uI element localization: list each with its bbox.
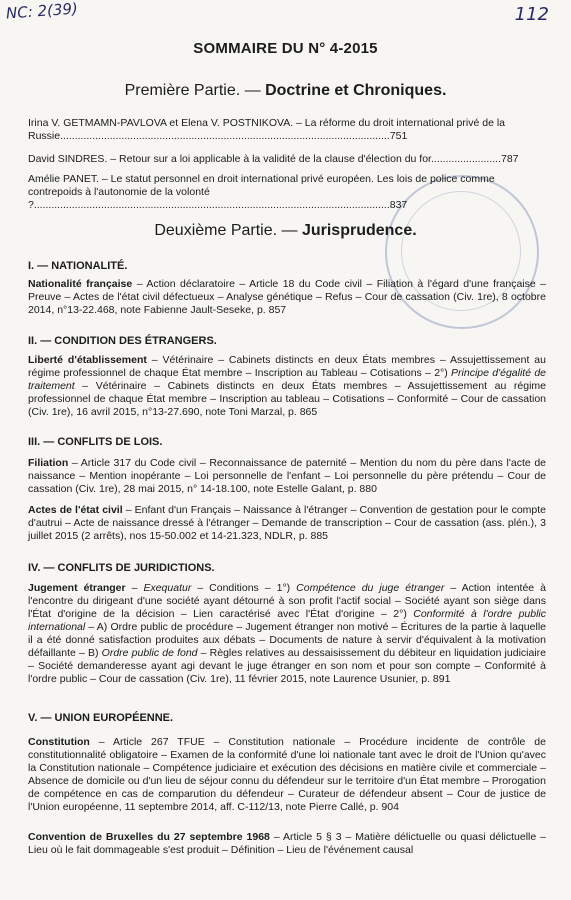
doctrine-page: 837 [389,199,408,211]
entry-italic: Principe d'égalité de traitement [28,367,547,392]
entry-body: – Vétérinaire – Cabinets distincts en deux États membres – Assujettissement au régime professionnel de chaque État membre – Inscription au Tableau – Cotisations – 2°) [28,354,546,379]
entry-italic: Compétence du juge étranger [296,582,445,594]
doctrine-text: Amélie PANET. – Le statut personnel en droit international privé européen. Les lois de police comme contrepoids à l'autonomie de la volonté ? [28,173,495,211]
entry-body: – Article 267 TFUE – Constitution nationale – Procédure incidente de contrôle de constitutionnalité obligatoire – Examen de la conformité d'une loi nationale tant avec le droit de l'Union qu'avec la Constitution nationale – Compétence judiciaire et exécution des décisions en matière civile et commerciale – Absence de domicile ou d'un lieu de séjour connu du défendeur sur le territoire d'un État membre – Prorogation de compétence en cas de comparution du défendeur – Curateur de défendeur absent – Cour de justice de l'Union européenne, 11 septembre 2014, aff. C-112/13, note Pierre Callé, p. 904 [28,736,546,813]
entry-body: – Enfant d'un Français – Naissance à l'étranger – Convention de gestation pour le compte d'autrui – Acte de naissance dressé à l'étranger – Demande de transcription – Cour de cassation (ass. plén.), 3 juillet 2015 (2 arrêts), nos 15-50.002 et 14-21.323, NDLR, p. 885 [28,504,546,542]
handwritten-note-left: NC: 2(39) [5,0,79,23]
section-heading: I. — NATIONALITÉ. [28,260,128,272]
part-one-title: Doctrine et Chroniques. [265,82,447,99]
section-heading: III. — CONFLITS DE LOIS. [28,436,163,448]
entry-body: – Action intentée à l'encontre du dirigeant d'une société ayant détourné à son profit l'actif social – Société ayant son siège dans l'État d'origine de la décision – Lien caractérisé avec l'État d'origine – 2°) [28,582,546,620]
entry-body: – Conditions – 1°) [191,582,297,594]
part-two-heading [0,222,571,240]
part-one-heading [0,82,571,100]
section-heading: II. — CONDITION DES ÉTRANGERS. [28,335,217,347]
handwritten-note-right: 112 [514,4,549,25]
entry-italic: Ordre public de fond [101,647,198,659]
doctrine-page: 787 [501,153,519,165]
entry-lead: Liberté d'établissement [28,354,147,366]
doctrine-item[interactable]: Amélie PANET. – Le statut personnel en droit international privé européen. Les lois de police comme contrepoids à l'autonomie de la volonté ?..........................................................................................................................837 [28,173,495,211]
entry-lead: Constitution [28,736,90,748]
section-heading: IV. — CONFLITS DE JURIDICTIONS. [28,562,215,574]
doctrine-text: David SINDRES. – Retour sur a loi applicable à la validité de la clause d'élection du for [28,153,431,165]
entry-lead: Convention de Bruxelles du 27 septembre 1968 [28,831,270,843]
jurisprudence-entry[interactable]: Jugement étranger – Exequatur – Conditions – 1°) Compétence du juge étranger – Action intentée à l'encontre du dirigeant d'une société ayant détourné à son profit l'actif social – Société ayant son siège dans l'État d'origine de la décision – Lien caractérisé avec l'État d'origine – 2°) Conformité à l'ordre public international – A) Ordre public de procédure – Jugement étranger non motivé – Écritures de la partie à laquelle il a été donné satisfaction produites aux débats – Documents de nature à servir d'équivalent à la motivation défaillante – B) Ordre public de fond – Règles relatives au dessaisissement du débiteur en liquidation judiciaire – Société demanderesse ayant agi devant le juge étranger en son nom et pour son compte – Conformité à l'ordre public – Cour de cassation (Civ. 1re), 11 février 2015, note Laurence Usunier, p. 891 [28,582,546,685]
jurisprudence-entry[interactable] [28,457,546,496]
page-title: SOMMAIRE DU N° 4-2015 [193,40,378,57]
entry-lead: Filiation [28,457,69,469]
entry-body: – Article 317 du Code civil – Reconnaissance de paternité – Mention du nom du père dans l'acte de naissance – Mention inopérante – Loi personnelle de l'enfant – Loi personnelle du père prétendu – Cour de cassation (Civ. 1re), 28 mai 2015, n° 14-18.100, note Estelle Galant, p. 880 [28,457,546,495]
entry-italic: Exequatur [143,582,192,594]
entry-italic: Conformité à l'ordre public international [28,608,546,633]
jurisprudence-entry[interactable] [28,504,546,543]
jurisprudence-entry[interactable] [28,278,546,317]
doctrine-page: 751 [389,130,408,142]
jurisprudence-entry[interactable] [28,736,546,814]
part-two-title: Jurisprudence. [301,222,417,239]
part-two-prefix: Deuxième Partie. — [154,222,302,239]
entry-lead: Actes de l'état civil [28,504,123,516]
jurisprudence-entry[interactable] [28,831,546,857]
entry-body: – Article 5 § 3 – Matière délictuelle ou quasi délictuelle – Lieu où le fait dommageable s'est produit – Définition – Lieu de l'événement causal [28,831,546,856]
doctrine-item[interactable]: David SINDRES. – Retour sur a loi applicable à la validité de la clause d'élection du for........................787 [28,153,519,165]
jurisprudence-entry[interactable] [28,354,546,419]
section-heading: V. — UNION EUROPÉENNE. [28,712,174,724]
entry-lead: Jugement étranger [28,582,126,594]
entry-body: – Vétérinaire – Cabinets distincts en deux États membres – Assujettissement au régime professionnel de chaque État membre – Inscription au tableau – Cotisations – Conformité – Cour de cassation (Civ. 1re), 16 avril 2015, n°13-27.690, note Toni Marzal, p. 865 [28,380,546,418]
entry-body: – Action déclaratoire – Article 18 du Code civil – Filiation à l'égard d'une française – Preuve – Actes de l'état civil défectueux – Analyse génétique – Refus – Cour de cassation (Civ. 1re), 8 octobre 2014, n°13-22.468, note Fabienne Jault-Seseke, p. 857 [28,278,547,316]
doctrine-item[interactable]: Irina V. GETMAMN-PAVLOVA et Elena V. POSTNIKOVA. – La réforme du droit international privé de la Russie.................................................................................................................751 [28,117,505,142]
doctrine-text: Irina V. GETMAMN-PAVLOVA et Elena V. POSTNIKOVA. – La réforme du droit international privé de la Russie [28,117,505,142]
part-one-prefix: Première Partie. — [124,82,266,99]
entry-body: – A) Ordre public de procédure – Jugement étranger non motivé – Écritures de la partie à laquelle il a été donné satisfaction produites aux débats – Documents de nature à servir d'équivalent à la motivation défaillante – B) [28,621,546,659]
entry-lead: Nationalité française [28,278,133,290]
entry-body: – Règles relatives au dessaisissement du débiteur en liquidation judiciaire – Société demanderesse ayant agi devant le juge étranger en son nom et pour son compte – Conformité à l'ordre public – Cour de cassation (Civ. 1re), 11 février 2015, note Laurence Usunier, p. 891 [28,647,546,685]
